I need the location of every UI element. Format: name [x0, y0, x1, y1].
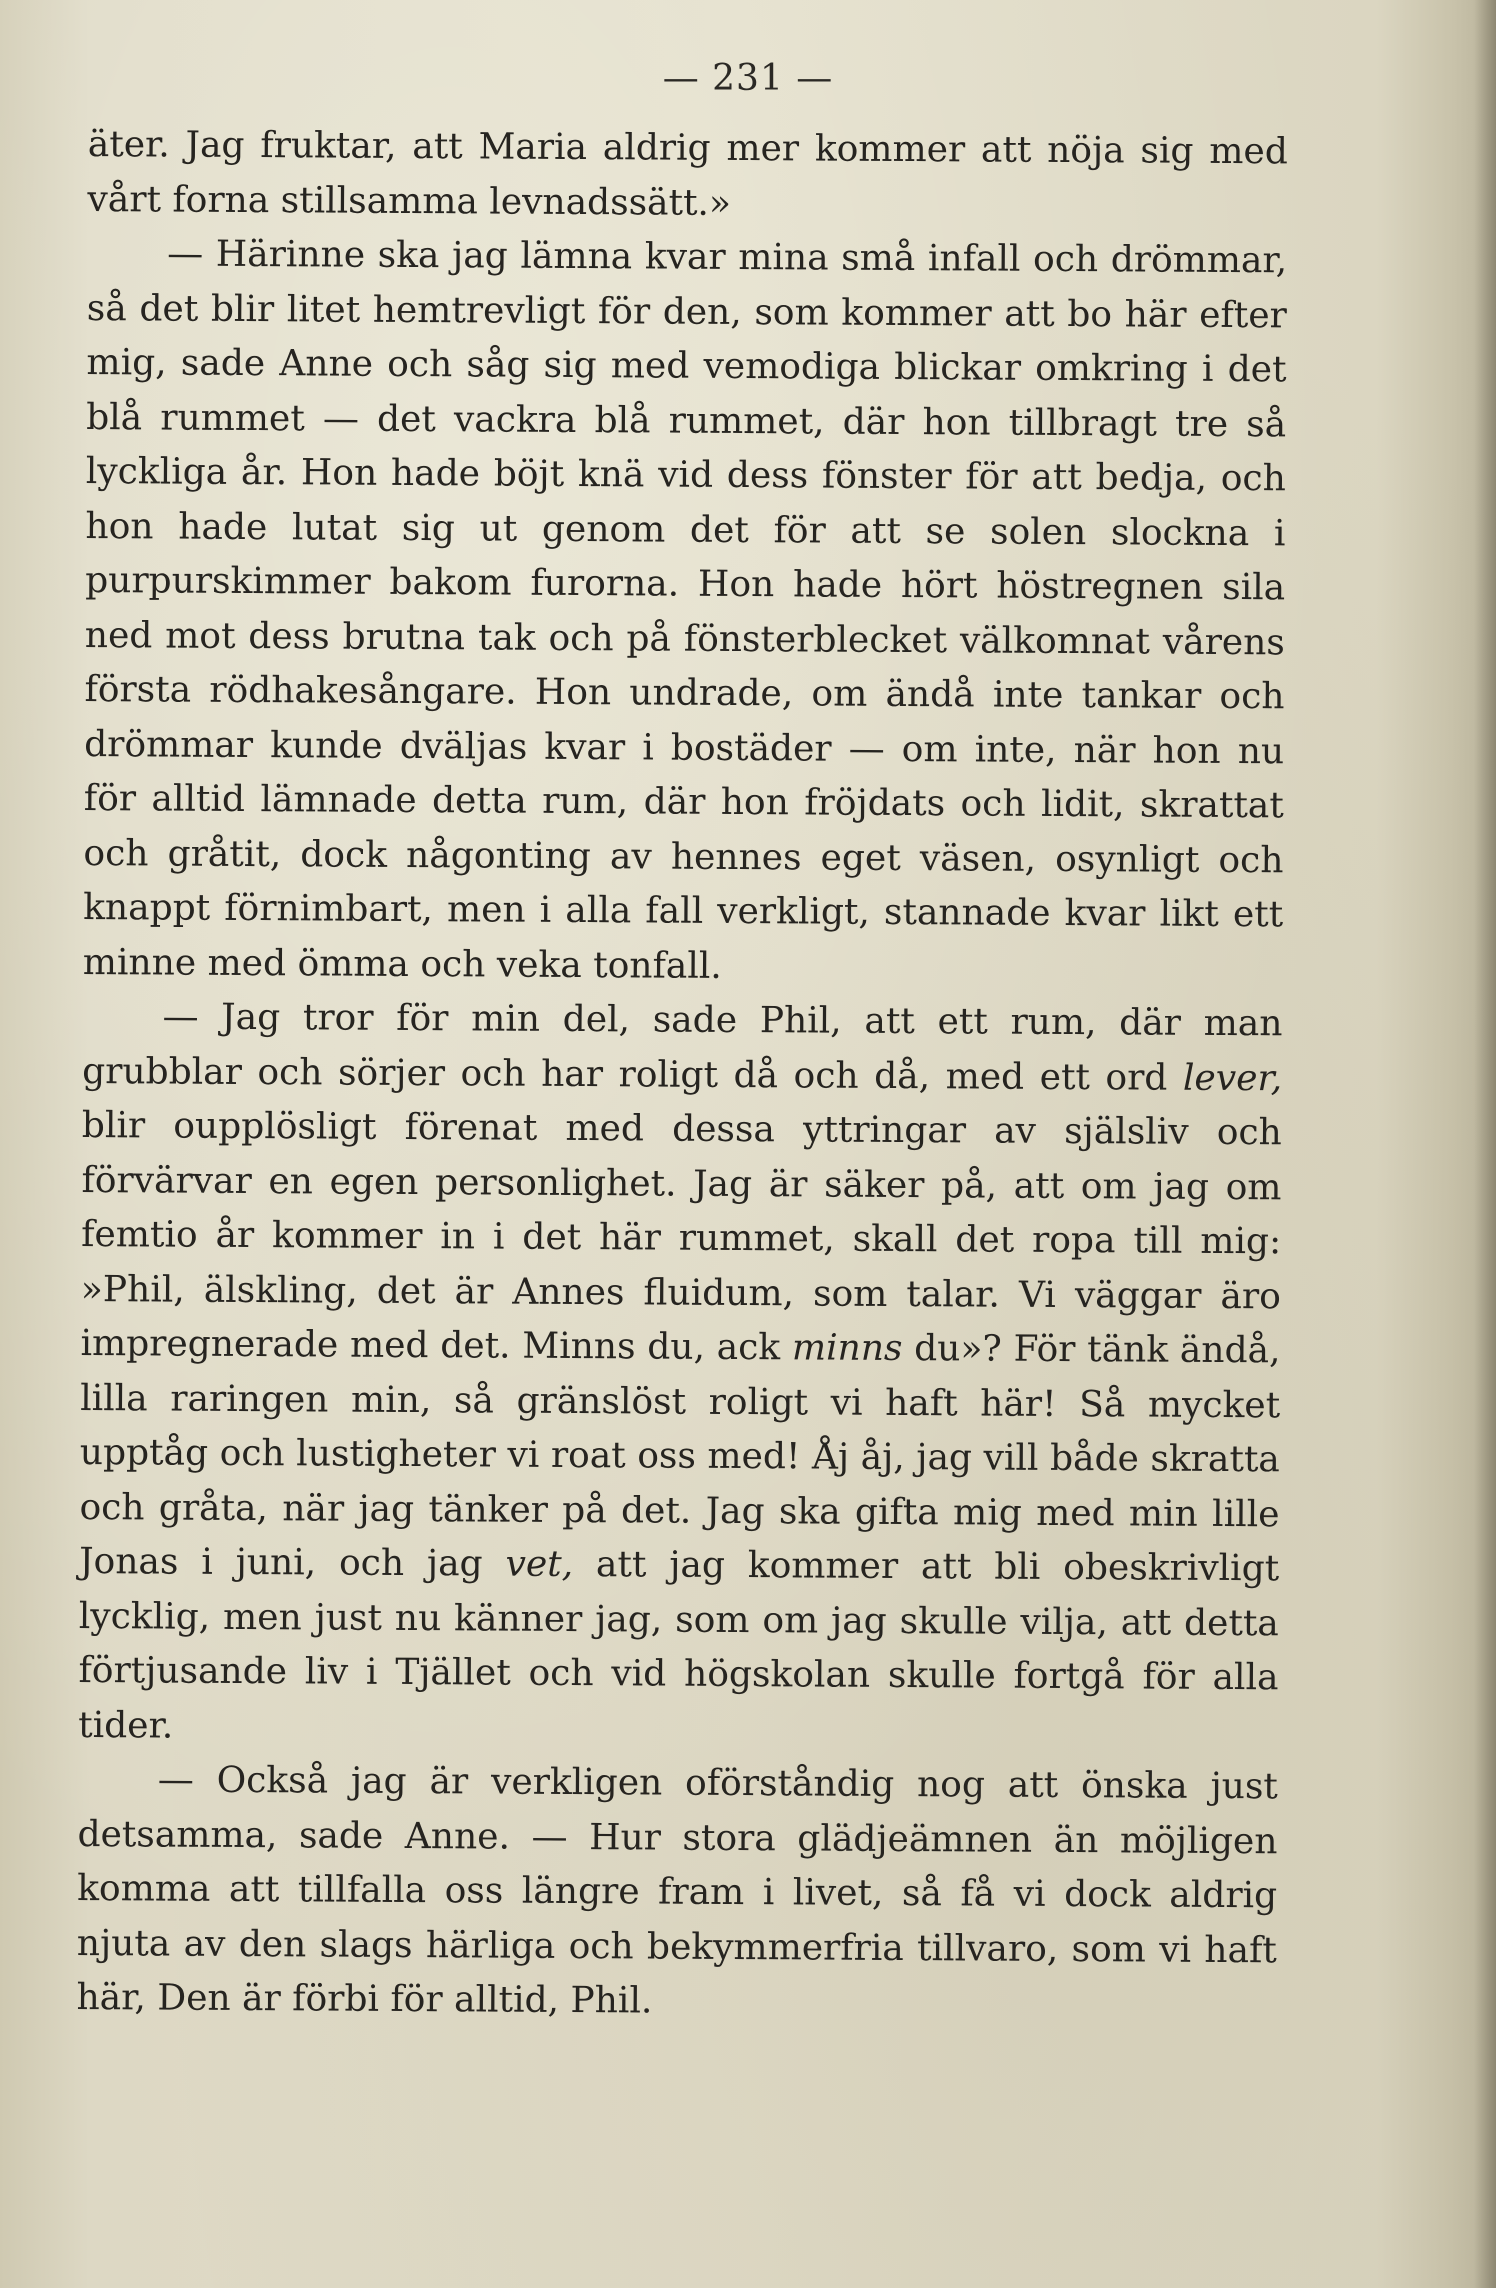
paragraph	[76, 1753, 1278, 2033]
paragraph-text: blir oupplösligt förenat med dessa yttringar av själsliv och förvärvar en egen personlighet. Jag är säker på, att om jag om femtio år kommer in i det här rummet, skall det ropa till mig: »Phil, älskling, det är Annes fluidum, som talar. Vi väggar äro impregnerade med det. Minns du, ack	[80, 1104, 1282, 1369]
paragraph	[83, 227, 1288, 997]
paragraph	[87, 118, 1288, 234]
paragraph-text: — Härinne ska jag lämna kvar mina små infall och drömmar, så det blir litet hemtrevligt för den, som kommer att bo här efter mig, sade Anne och såg sig med vemodiga blickar omkring i det blå rummet — det vackra blå rummet, där hon tillbragt tre så lyckliga år. Hon hade böjt knä vid dess fönster för att bedja, och hon hade lutat sig ut genom det för att se solen slockna i purpurskimmer bakom furorna. Hon hade hört höstregnen sila ned mot dess brutna tak och på fönsterblecket välkomnat vårens första rödhakesångare. Hon undrade, om ändå inte tankar och drömmar kunde dväljas kvar i bostäder — om inte, när hon nu för alltid lämnade detta rum, där hon fröjdats och lidit, skrattat och gråtit, dock någonting av hennes eget väsen, osynligt och knappt förnimbart, men i alla fall verkligt, stannade kvar likt ett minne med ömma och veka tonfall.	[82, 233, 1288, 987]
paragraph-text: du»? För tänk ändå, lilla raringen min, så gränslöst roligt vi haft här! Så mycket upptåg och lustigheter vi roat oss med! Åj åj, jag vill både skratta och gråta, när jag tänker på det. Jag ska gifta mig med min lille Jonas i juni, och jag	[79, 1327, 1281, 1585]
page-edge-shadow	[1474, 0, 1496, 2288]
paragraph-text: att jag kommer att bli obeskrivligt lycklig, men just nu känner jag, som om jag skulle vilja, att detta förtjusande liv i Tjället och vid högskolan skulle fortgå för alla tider.	[78, 1543, 1280, 1747]
paragraph	[78, 990, 1283, 1760]
italic-emphasis: lever,	[1182, 1057, 1283, 1099]
italic-emphasis: vet,	[505, 1543, 574, 1585]
body-text	[76, 118, 1288, 2033]
italic-emphasis: minns	[791, 1327, 903, 1369]
paragraph-text: — Också jag är verkligen oförståndig nog att önska just detsamma, sade Anne. — Hur stora glädjeämnen än möjligen komma att tillfalla oss längre fram i livet, så få vi dock aldrig njuta av den slags härliga och bekymmerfria tillvaro, som vi haft här, Den är förbi för alltid, Phil.	[76, 1759, 1278, 2022]
paragraph-text: — Jag tror för min del, sade Phil, att ett rum, där man grubblar och sörjer och har roligt då och då, med ett ord	[82, 996, 1283, 1099]
page-number: — 231 —	[662, 58, 834, 99]
paragraph-text: äter. Jag fruktar, att Maria aldrig mer kommer att nöja sig med vårt forna stillsamma levnadssätt.»	[87, 123, 1288, 224]
